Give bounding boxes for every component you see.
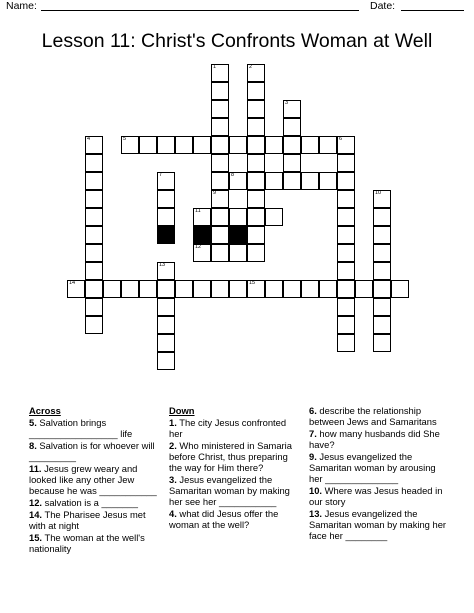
clue-number-label: 3 bbox=[285, 100, 289, 106]
clue-number-label: 14 bbox=[69, 280, 76, 286]
grid-cell[interactable] bbox=[211, 226, 229, 244]
clue-number-label: 1 bbox=[213, 64, 217, 70]
clue-item bbox=[169, 474, 302, 507]
grid-cell[interactable] bbox=[211, 118, 229, 136]
grid-cell[interactable] bbox=[85, 154, 103, 172]
grid-cell[interactable] bbox=[319, 136, 337, 154]
clue-text: Salvation is for whoever will _________ bbox=[29, 440, 155, 462]
grid-cell[interactable] bbox=[337, 316, 355, 334]
clue-text: The city Jesus confronted her bbox=[169, 417, 287, 439]
clue-number: 14. bbox=[29, 509, 43, 520]
grid-cell[interactable] bbox=[211, 100, 229, 118]
grid-cell[interactable] bbox=[193, 280, 211, 298]
grid-cell[interactable] bbox=[211, 190, 229, 208]
grid-cell[interactable] bbox=[283, 154, 301, 172]
grid-cell[interactable] bbox=[337, 208, 355, 226]
clue-number: 15. bbox=[29, 532, 43, 543]
grid-cell[interactable] bbox=[373, 280, 391, 298]
grid-cell[interactable] bbox=[283, 172, 301, 190]
clue-item bbox=[309, 428, 449, 450]
grid-cell[interactable] bbox=[211, 136, 229, 154]
grid-cell[interactable] bbox=[337, 154, 355, 172]
grid-cell[interactable] bbox=[337, 262, 355, 280]
grid-cell[interactable] bbox=[157, 280, 175, 298]
grid-cell[interactable] bbox=[247, 100, 265, 118]
grid-cell[interactable] bbox=[229, 244, 247, 262]
clue-text: Jesus evangelized the Samaritan woman by making her see her ___________ bbox=[169, 474, 290, 507]
grid-cell[interactable] bbox=[373, 316, 391, 334]
grid-cell[interactable] bbox=[283, 280, 301, 298]
grid-cell[interactable] bbox=[247, 226, 265, 244]
grid-cell[interactable] bbox=[247, 118, 265, 136]
grid-cell[interactable] bbox=[301, 172, 319, 190]
grid-cell[interactable] bbox=[85, 190, 103, 208]
clue-text: Jesus evangelized the Samaritan woman by making her face her ________ bbox=[309, 508, 447, 541]
grid-cell[interactable] bbox=[193, 136, 211, 154]
grid-cell[interactable] bbox=[175, 136, 193, 154]
grid-cell[interactable] bbox=[157, 172, 175, 190]
clue-text: The Pharisee Jesus met with at night bbox=[29, 509, 146, 531]
grid-cell[interactable] bbox=[211, 64, 229, 82]
grid-cell[interactable] bbox=[247, 136, 265, 154]
clue-text: The woman at the well's nationality bbox=[29, 532, 145, 554]
clue-number-label: 8 bbox=[231, 172, 235, 178]
grid-cell[interactable] bbox=[337, 280, 355, 298]
date-label: Date: bbox=[370, 0, 396, 12]
black-square bbox=[229, 226, 247, 244]
clue-item bbox=[29, 532, 159, 554]
clue-number: 11. bbox=[29, 463, 42, 474]
grid-cell[interactable] bbox=[247, 172, 265, 190]
grid-cell[interactable] bbox=[337, 190, 355, 208]
grid-cell[interactable] bbox=[229, 136, 247, 154]
grid-cell[interactable] bbox=[373, 190, 391, 208]
clue-number-label: 15 bbox=[249, 280, 256, 286]
grid-cell[interactable] bbox=[373, 298, 391, 316]
clue-text: how many husbands did She have? bbox=[309, 428, 440, 450]
clue-number-label: 10 bbox=[375, 190, 382, 196]
grid-cell[interactable] bbox=[247, 154, 265, 172]
clue-item bbox=[169, 440, 302, 473]
grid-cell[interactable] bbox=[211, 208, 229, 226]
name-label: Name: bbox=[6, 0, 37, 12]
grid-cell[interactable] bbox=[319, 280, 337, 298]
grid-cell[interactable] bbox=[337, 244, 355, 262]
grid-cell[interactable] bbox=[247, 190, 265, 208]
clue-text: Who ministered in Samaria before Christ, thus preparing the way for Him there? bbox=[169, 440, 292, 473]
grid-cell[interactable] bbox=[211, 172, 229, 190]
page-title: Lesson 11: Christ's Confronts Woman at Well bbox=[41, 30, 433, 52]
clue-number: 2. bbox=[169, 440, 177, 451]
clue-text: Where was Jesus headed in our story bbox=[309, 485, 443, 507]
grid-cell[interactable] bbox=[85, 280, 103, 298]
grid-cell[interactable] bbox=[85, 244, 103, 262]
grid-cell[interactable] bbox=[247, 64, 265, 82]
clue-number-label: 9 bbox=[213, 190, 217, 196]
clue-number-label: 2 bbox=[249, 64, 253, 70]
black-square bbox=[193, 226, 211, 244]
grid-cell[interactable] bbox=[157, 298, 175, 316]
clue-number: 4. bbox=[169, 508, 177, 519]
grid-cell[interactable] bbox=[211, 154, 229, 172]
grid-cell[interactable] bbox=[85, 172, 103, 190]
grid-cell[interactable] bbox=[319, 172, 337, 190]
clue-text: describe the relationship between Jews and Samaritans bbox=[309, 405, 437, 427]
clue-item bbox=[29, 440, 159, 462]
clue-number: 7. bbox=[309, 428, 317, 439]
grid-cell[interactable] bbox=[337, 334, 355, 352]
grid-cell[interactable] bbox=[229, 208, 247, 226]
grid-cell[interactable] bbox=[247, 244, 265, 262]
grid-cell[interactable] bbox=[157, 190, 175, 208]
grid-cell[interactable] bbox=[211, 82, 229, 100]
grid-cell[interactable] bbox=[157, 208, 175, 226]
grid-cell[interactable] bbox=[247, 82, 265, 100]
grid-cell[interactable] bbox=[247, 208, 265, 226]
clue-number: 8. bbox=[29, 440, 37, 451]
grid-cell[interactable] bbox=[301, 280, 319, 298]
grid-cell[interactable] bbox=[229, 280, 247, 298]
clue-item bbox=[29, 509, 159, 531]
clue-number: 13. bbox=[309, 508, 323, 519]
clue-text: Jesus grew weary and looked like any other Jew because he was ___________ bbox=[29, 463, 157, 496]
grid-cell[interactable] bbox=[373, 208, 391, 226]
grid-cell[interactable] bbox=[157, 334, 175, 352]
grid-cell[interactable] bbox=[265, 208, 283, 226]
grid-cell[interactable] bbox=[85, 208, 103, 226]
clue-number: 6. bbox=[309, 405, 317, 416]
grid-cell[interactable] bbox=[193, 208, 211, 226]
grid-cell[interactable] bbox=[211, 280, 229, 298]
grid-cell[interactable] bbox=[283, 136, 301, 154]
clue-text: what did Jesus offer the woman at the well? bbox=[169, 508, 279, 530]
grid-cell[interactable] bbox=[211, 244, 229, 262]
clue-item bbox=[169, 417, 302, 439]
clue-item bbox=[309, 451, 449, 484]
clue-number: 10. bbox=[309, 485, 323, 496]
clue-text: Jesus evangelized the Samaritan woman by arousing her ______________ bbox=[309, 451, 436, 484]
clue-item bbox=[29, 463, 159, 496]
grid-cell[interactable] bbox=[283, 118, 301, 136]
grid-cell[interactable] bbox=[391, 280, 409, 298]
clue-number: 12. bbox=[29, 497, 43, 508]
clue-item bbox=[29, 417, 159, 439]
clue-number-label: 5 bbox=[123, 136, 127, 142]
clue-number: 3. bbox=[169, 474, 177, 485]
clue-item bbox=[309, 508, 449, 541]
grid-cell[interactable] bbox=[265, 172, 283, 190]
grid-cell[interactable] bbox=[373, 244, 391, 262]
down-heading: Down bbox=[169, 405, 195, 416]
grid-cell[interactable] bbox=[229, 172, 247, 190]
clue-number: 5. bbox=[29, 417, 37, 428]
grid-cell[interactable] bbox=[283, 100, 301, 118]
grid-cell[interactable] bbox=[337, 298, 355, 316]
grid-cell[interactable] bbox=[355, 280, 373, 298]
grid-cell[interactable] bbox=[157, 316, 175, 334]
grid-cell[interactable] bbox=[373, 334, 391, 352]
grid-cell[interactable] bbox=[121, 136, 139, 154]
grid-cell[interactable] bbox=[157, 262, 175, 280]
clue-number-label: 6 bbox=[339, 136, 343, 142]
black-square bbox=[157, 226, 175, 244]
clue-number-label: 12 bbox=[195, 244, 202, 250]
grid-cell[interactable] bbox=[337, 172, 355, 190]
grid-cell[interactable] bbox=[337, 136, 355, 154]
grid-cell[interactable] bbox=[247, 280, 265, 298]
grid-cell[interactable] bbox=[373, 262, 391, 280]
grid-cell[interactable] bbox=[265, 136, 283, 154]
across-clues bbox=[29, 405, 159, 555]
grid-cell[interactable] bbox=[139, 136, 157, 154]
grid-cell[interactable] bbox=[265, 280, 283, 298]
clue-number-label: 11 bbox=[195, 208, 201, 214]
clue-number-label: 4 bbox=[87, 136, 91, 142]
clue-text: Salvation brings _________________ life bbox=[29, 417, 133, 439]
grid-cell[interactable] bbox=[301, 136, 319, 154]
grid-cell[interactable] bbox=[337, 226, 355, 244]
grid-cell[interactable] bbox=[121, 280, 139, 298]
across-heading: Across bbox=[29, 405, 61, 416]
grid-cell[interactable] bbox=[103, 280, 121, 298]
grid-cell[interactable] bbox=[157, 352, 175, 370]
clue-item bbox=[309, 485, 449, 507]
grid-cell[interactable] bbox=[175, 280, 193, 298]
clue-item bbox=[309, 405, 449, 427]
grid-cell[interactable] bbox=[157, 136, 175, 154]
grid-cell[interactable] bbox=[85, 136, 103, 154]
down-clues-continued bbox=[309, 405, 449, 542]
grid-cell[interactable] bbox=[193, 244, 211, 262]
grid-cell[interactable] bbox=[67, 280, 85, 298]
clue-item bbox=[169, 508, 302, 530]
grid-cell[interactable] bbox=[139, 280, 157, 298]
clue-number-label: 13 bbox=[159, 262, 166, 268]
grid-cell[interactable] bbox=[85, 298, 103, 316]
grid-cell[interactable] bbox=[85, 316, 103, 334]
grid-cell[interactable] bbox=[373, 226, 391, 244]
clue-item bbox=[29, 497, 159, 508]
grid-cell[interactable] bbox=[85, 262, 103, 280]
clue-text: salvation is a _______ bbox=[42, 497, 138, 508]
clue-number: 9. bbox=[309, 451, 317, 462]
down-clues bbox=[169, 405, 302, 531]
clue-number-label: 7 bbox=[159, 172, 163, 178]
clue-number: 1. bbox=[169, 417, 177, 428]
grid-cell[interactable] bbox=[85, 226, 103, 244]
